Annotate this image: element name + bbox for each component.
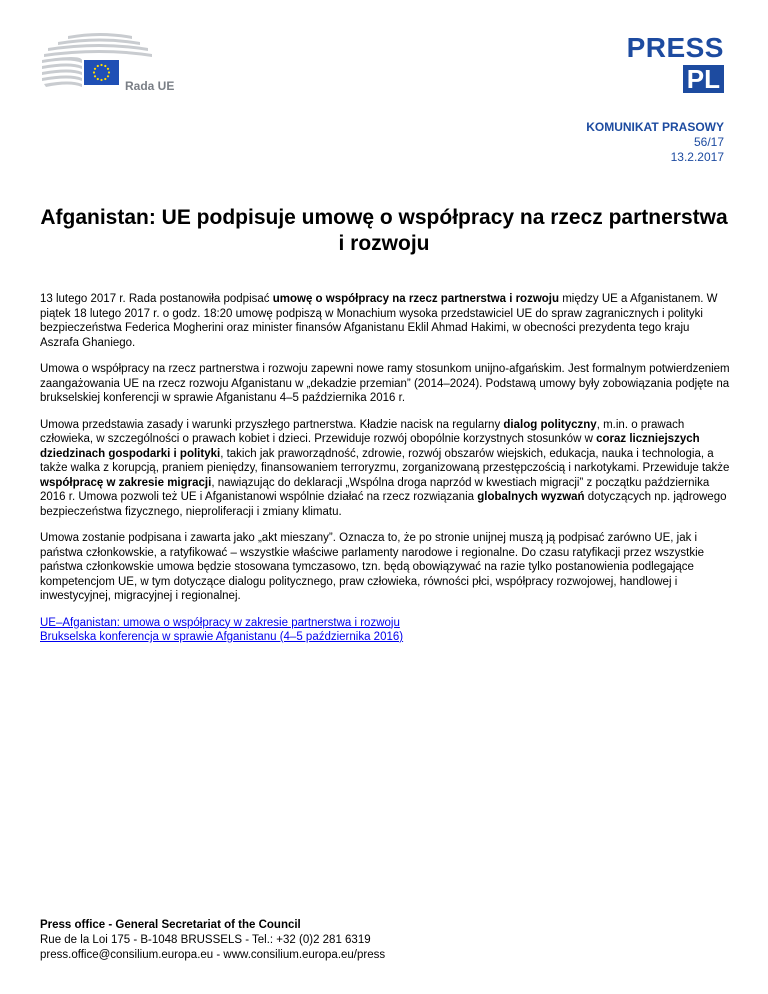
footer [40, 918, 385, 963]
article-body [40, 292, 730, 645]
language-code-badge: PL [683, 65, 724, 93]
release-date: 13.2.2017 [670, 150, 724, 164]
text-run: Umowa przedstawia zasady i warunki przyszłego partnerstwa. Kładzie nacisk na regularny [40, 418, 504, 431]
council-name: Rada UE [125, 79, 175, 93]
related-links [40, 616, 730, 645]
footer-contact: press.office@consilium.europa.eu - www.consilium.europa.eu/press [40, 949, 386, 961]
text-run: , nawiązując do deklaracji „Wspólna droga naprzód w kwestiach migracji” z początku października 2016 r. Umowa pozwoli też UE i Afganistanowi wspólnie działać na rzecz rozwiązania [40, 476, 710, 503]
highlight-text: globalnych wyzwań [477, 491, 585, 503]
page-title: Afganistan: UE podpisuje umowę o współpracy na rzecz partnerstwa i rozwoju [40, 206, 728, 255]
text-run: , m.in. o prawach człowieka, w szczególności o prawach kobiet i dzieci. Przewiduje rozwój obopólnie korzystnych stosunków w [40, 418, 685, 445]
paragraph-1 [40, 292, 730, 350]
highlight-text: współpracę w zakresie migracji [40, 476, 212, 489]
highlight-text: coraz liczniejszych dziedzinach gospodarki i polityki [40, 433, 700, 460]
text-run: między UE a Afganistanem. W piątek 18 lutego 2017 r. o godz. 18:20 umowę podpiszą w Monachium wysoka przedstawiciel UE do spraw zagranicznych i polityki bezpieczeństwa Federica Mogherini oraz minister finansów Afganistanu Eklil Ahmad Hakimi, w obecności prezydenta tego kraju Aszrafa Ghaniego. [40, 293, 718, 349]
release-number: 56/17 [693, 135, 724, 149]
footer-title: Press office - General Secretariat of the Council [40, 919, 301, 931]
link-eu-afghanistan-agreement[interactable]: UE–Afganistan: umowa o współpracy w zakresie partnerstwa i rozwoju [40, 616, 400, 629]
link-brussels-conference[interactable]: Brukselska konferencja w sprawie Afganistanu (4–5 października 2016) [40, 631, 404, 643]
paragraph-3 [40, 418, 730, 520]
release-type: KOMUNIKAT PRASOWY [586, 120, 724, 134]
footer-address: Rue de la Loi 175 - B-1048 BRUSSELS - Tel.: +32 (0)2 281 6319 [40, 934, 371, 946]
highlight-text: dialog polityczny [503, 418, 597, 431]
text-run: dotyczących np. jądrowego bezpieczeństwa fizycznego, nieproliferacji i zmiany klimatu. [40, 491, 727, 518]
eu-flag [84, 60, 119, 85]
paragraph-4: Umowa zostanie podpisana i zawarta jako „akt mieszany”. Oznacza to, że po stronie unijnej muszą ją podpisać zarówno UE, jak i państwa członkowskie, a ratyfikować – wszystkie właściwe parlamenty narodowe i regionalne. Do czasu ratyfikacji przez wszystkie państwa członkowskie umowa będzie stosowana tymczasowo, tzn. będą obowiązywać na razie tylko postanowienia podlegające kompetencjom UE, w tym dotyczące dialogu politycznego, praw człowieka, równości płci, współpracy rozwojowej, handlowej i inwestycyjnej, migracyjnej i regionalnej. [40, 532, 705, 602]
text-run: , takich jak praworządność, zdrowie, rozwój obszarów wiejskich, edukacja, nauka i technologia, a także walka z korupcją, praniem pieniędzy, finansowaniem terroryzmu, zorganizowaną przestępczością i narkotykami. Przewiduje także [40, 447, 730, 474]
highlight-text: umowę o współpracy na rzecz partnerstwa i rozwoju [272, 293, 560, 305]
press-logo [627, 33, 724, 93]
text-run: 13 lutego 2017 r. Rada postanowiła podpisać [40, 293, 273, 305]
release-meta [586, 120, 724, 165]
press-label: PRESS [626, 32, 724, 63]
paragraph-2: Umowa o współpracy na rzecz partnerstwa i rozwoju zapewni nowe ramy stosunkom unijno-afgańskim. Jest formalnym potwierdzeniem zaangażowania UE na rzecz rozwoju Afganistanu w „dekadzie przemian” (2014–2024). Podstawą umowy były zobowiązania podjęte na brukselskiej konferencji w sprawie Afganistanu 4–5 października 2016 r. [40, 363, 730, 404]
